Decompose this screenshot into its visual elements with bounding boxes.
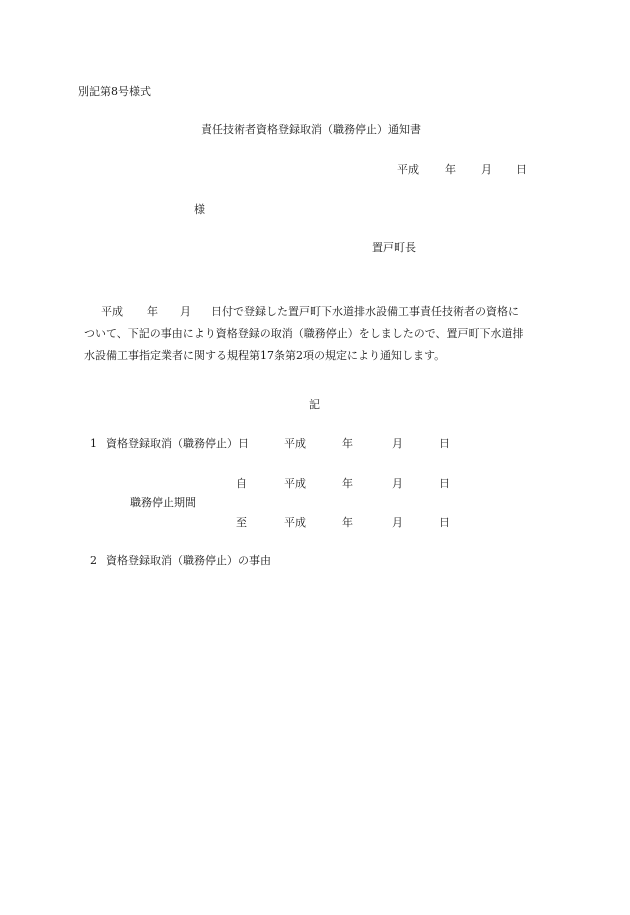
period-to-prefix: 至 <box>236 516 247 529</box>
suspension-period-label: 職務停止期間 <box>130 496 196 509</box>
recipient-honorific: 様 <box>194 203 205 216</box>
period-from-day: 日 <box>439 477 450 490</box>
body-line-1 <box>84 301 564 323</box>
period-to-era: 平成 <box>284 516 306 529</box>
period-to-month: 月 <box>392 516 403 529</box>
form-number: 別記第8号様式 <box>78 85 151 98</box>
item-2-number: 2 <box>90 554 97 567</box>
document-title: 責任技術者資格登録取消（職務停止）通知書 <box>201 123 421 136</box>
period-from-era: 平成 <box>284 477 306 490</box>
sender-name: 置戸町長 <box>372 241 416 254</box>
issue-date-month: 月 <box>481 163 492 176</box>
item-1-label: 資格登録取消（職務停止）日 <box>106 437 249 450</box>
period-to-day: 日 <box>439 516 450 529</box>
item-1-number: 1 <box>90 437 97 450</box>
body-line-2: ついて、下記の事由により資格登録の取消（職務停止）をしましたので、置戸町下水道排 <box>84 327 524 340</box>
body-line-3: 水設備工事指定業者に関する規程第17条第2項の規定により通知します。 <box>84 349 446 362</box>
item-1-era: 平成 <box>284 437 306 450</box>
issue-date-era: 平成 <box>397 163 419 176</box>
item-1-month: 月 <box>392 437 403 450</box>
body-month: 月 <box>180 305 191 318</box>
period-from-year: 年 <box>342 477 353 490</box>
body-year: 年 <box>147 305 158 318</box>
item-1-year: 年 <box>342 437 353 450</box>
body-era: 平成 <box>101 305 123 318</box>
body-line-1-text: 日付で登録した置戸町下水道排水設備工事責任技術者の資格に <box>211 305 519 318</box>
issue-date-day: 日 <box>516 163 527 176</box>
period-to-year: 年 <box>342 516 353 529</box>
ki-heading: 記 <box>309 398 320 411</box>
body-paragraph <box>84 301 564 367</box>
item-2-label: 資格登録取消（職務停止）の事由 <box>106 554 271 567</box>
period-from-month: 月 <box>392 477 403 490</box>
issue-date-year: 年 <box>445 163 456 176</box>
period-from-prefix: 自 <box>236 477 247 490</box>
item-1-day: 日 <box>439 437 450 450</box>
